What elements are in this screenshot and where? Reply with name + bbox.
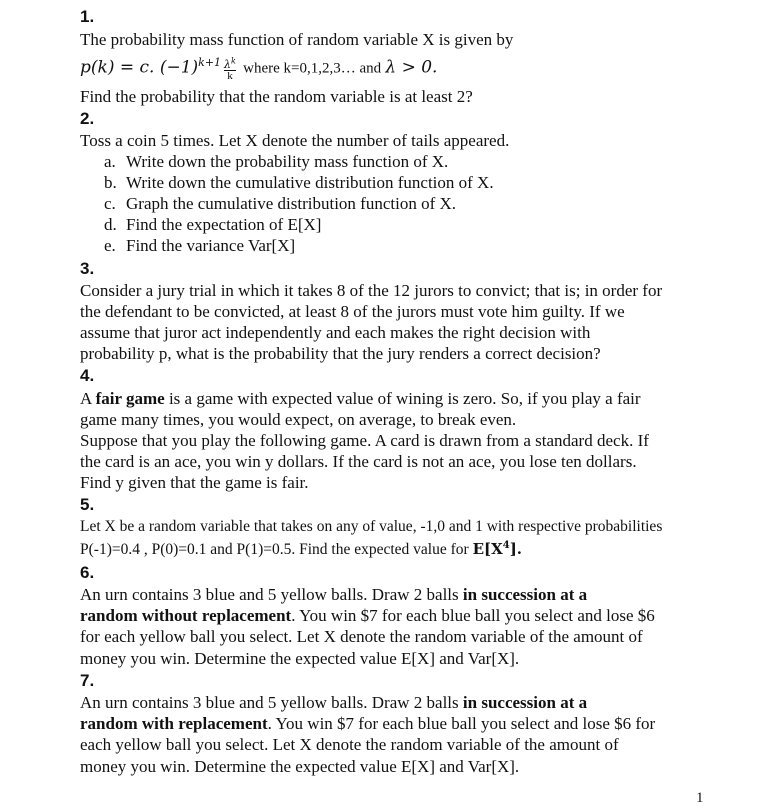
q7-line4: money you win. Determine the expected value E[X] and Var[X]. [80, 757, 520, 776]
q5-line1: Let X be a random variable that takes on any of value, -1,0 and 1 with respective probabilities [80, 518, 663, 535]
q2-intro: Toss a coin 5 times. Let X denote the number of tails appeared. [80, 131, 510, 150]
q4-line1-bold: fair game [95, 389, 165, 408]
q1-number: 1. [80, 7, 95, 26]
q2-item-c-marker: c. [104, 194, 116, 213]
q5-expr-exp: 4 [502, 540, 510, 551]
q3-line: probability p, what is the probability that the jury renders a correct decision? [80, 344, 601, 363]
q4-line1-suffix: is a game with expected value of wining is zero. So, if you play a fair [168, 389, 641, 408]
q1-frac-num-base: λ [224, 58, 232, 72]
q6-line3: for each yellow ball you select. Let X denote the random variable of the amount of [80, 627, 643, 646]
q6-line1 [80, 585, 587, 605]
q2-item-c [104, 194, 456, 214]
q2-item-d [104, 215, 321, 235]
q6-line2-suffix: . You win $7 for each blue ball you select and lose $6 [291, 606, 655, 625]
q2-item-a-text: Write down the probability mass function of X. [126, 152, 449, 171]
q1-formula-lhs: p(k) = c. (−1) [80, 57, 199, 78]
q2-item-e-marker: e. [104, 236, 116, 255]
q1-frac-num-exp: k [231, 56, 236, 66]
q2-item-d-text: Find the expectation of E[X] [126, 215, 322, 234]
q5-number: 5. [80, 495, 95, 514]
q2-item-b [104, 173, 494, 193]
q2-item-a-marker: a. [104, 152, 116, 171]
q2-item-e-text: Find the variance Var[X] [126, 236, 296, 255]
q1-formula [80, 56, 437, 81]
q7-line2 [80, 714, 655, 734]
q6-number: 6. [80, 563, 95, 582]
q4-line: game many times, you would expect, on average, to break even. [80, 410, 517, 429]
q3-number: 3. [80, 259, 95, 278]
q6-line4: money you win. Determine the expected value E[X] and Var[X]. [80, 649, 520, 668]
q4-line1-prefix: A [80, 389, 92, 408]
q1-formula-exp: k+1 [198, 56, 222, 69]
q4-line: Suppose that you play the following game. A card is drawn from a standard deck. If [80, 431, 649, 450]
q2-item-c-text: Graph the cumulative distribution function of X. [126, 194, 457, 213]
q4-line: Find y given that the game is fair. [80, 473, 309, 492]
q3-line: the defendant to be convicted, at least 8 of the jurors must vote him guilty. If we [80, 302, 625, 321]
q6-line1-bold: in succession at a [462, 585, 588, 604]
q1-question: Find the probability that the random variable is at least 2? [80, 87, 473, 106]
q1-formula-where: where k=0,1,2,3… and [243, 60, 382, 77]
q4-line: the card is an ace, you win y dollars. If the card is not an ace, you lose ten dollars. [80, 452, 637, 471]
q6-line1-prefix: An urn contains 3 blue and 5 yellow balls. Draw 2 balls [80, 585, 459, 604]
q3-line: Consider a jury trial in which it takes 8 of the 12 jurors to convict; that is; in order for [80, 281, 663, 300]
q1-frac-den: k [227, 70, 233, 83]
q6-line2-bold: random without replacement [80, 606, 292, 625]
q7-number: 7. [80, 671, 95, 690]
q4-number: 4. [80, 366, 95, 385]
q5-expr [473, 540, 522, 558]
q1-formula-cond: λ > 0. [385, 57, 438, 78]
q7-line1-prefix: An urn contains 3 blue and 5 yellow balls. Draw 2 balls [80, 693, 459, 712]
q2-item-e [104, 236, 295, 256]
q2-item-b-marker: b. [104, 173, 117, 192]
q5-expr-base: E[X [472, 540, 503, 558]
q5-expr-close: ]. [509, 540, 523, 558]
q7-line2-bold: random with replacement [80, 714, 268, 733]
q7-line1-bold: in succession at a [462, 693, 588, 712]
q7-line2-suffix: . You win $7 for each blue ball you select and lose $6 for [267, 714, 656, 733]
q3-line: assume that juror act independently and each makes the right decision with [80, 323, 591, 342]
q1-fraction [224, 56, 236, 81]
q2-item-d-marker: d. [104, 215, 117, 234]
page-number: 1 [696, 790, 704, 806]
q5-line2 [80, 540, 522, 559]
q1-intro: The probability mass function of random variable X is given by [80, 30, 514, 49]
q7-line1 [80, 693, 587, 713]
q5-line2-prefix: P(-1)=0.4 , P(0)=0.1 and P(1)=0.5. Find the expected value for [80, 541, 469, 558]
q2-item-b-text: Write down the cumulative distribution function of X. [126, 173, 494, 192]
q2-item-a [104, 152, 448, 172]
q2-number: 2. [80, 109, 95, 128]
q7-line3: each yellow ball you select. Let X denote the random variable of the amount of [80, 735, 619, 754]
q6-line2 [80, 606, 655, 626]
q4-line1 [80, 389, 641, 409]
